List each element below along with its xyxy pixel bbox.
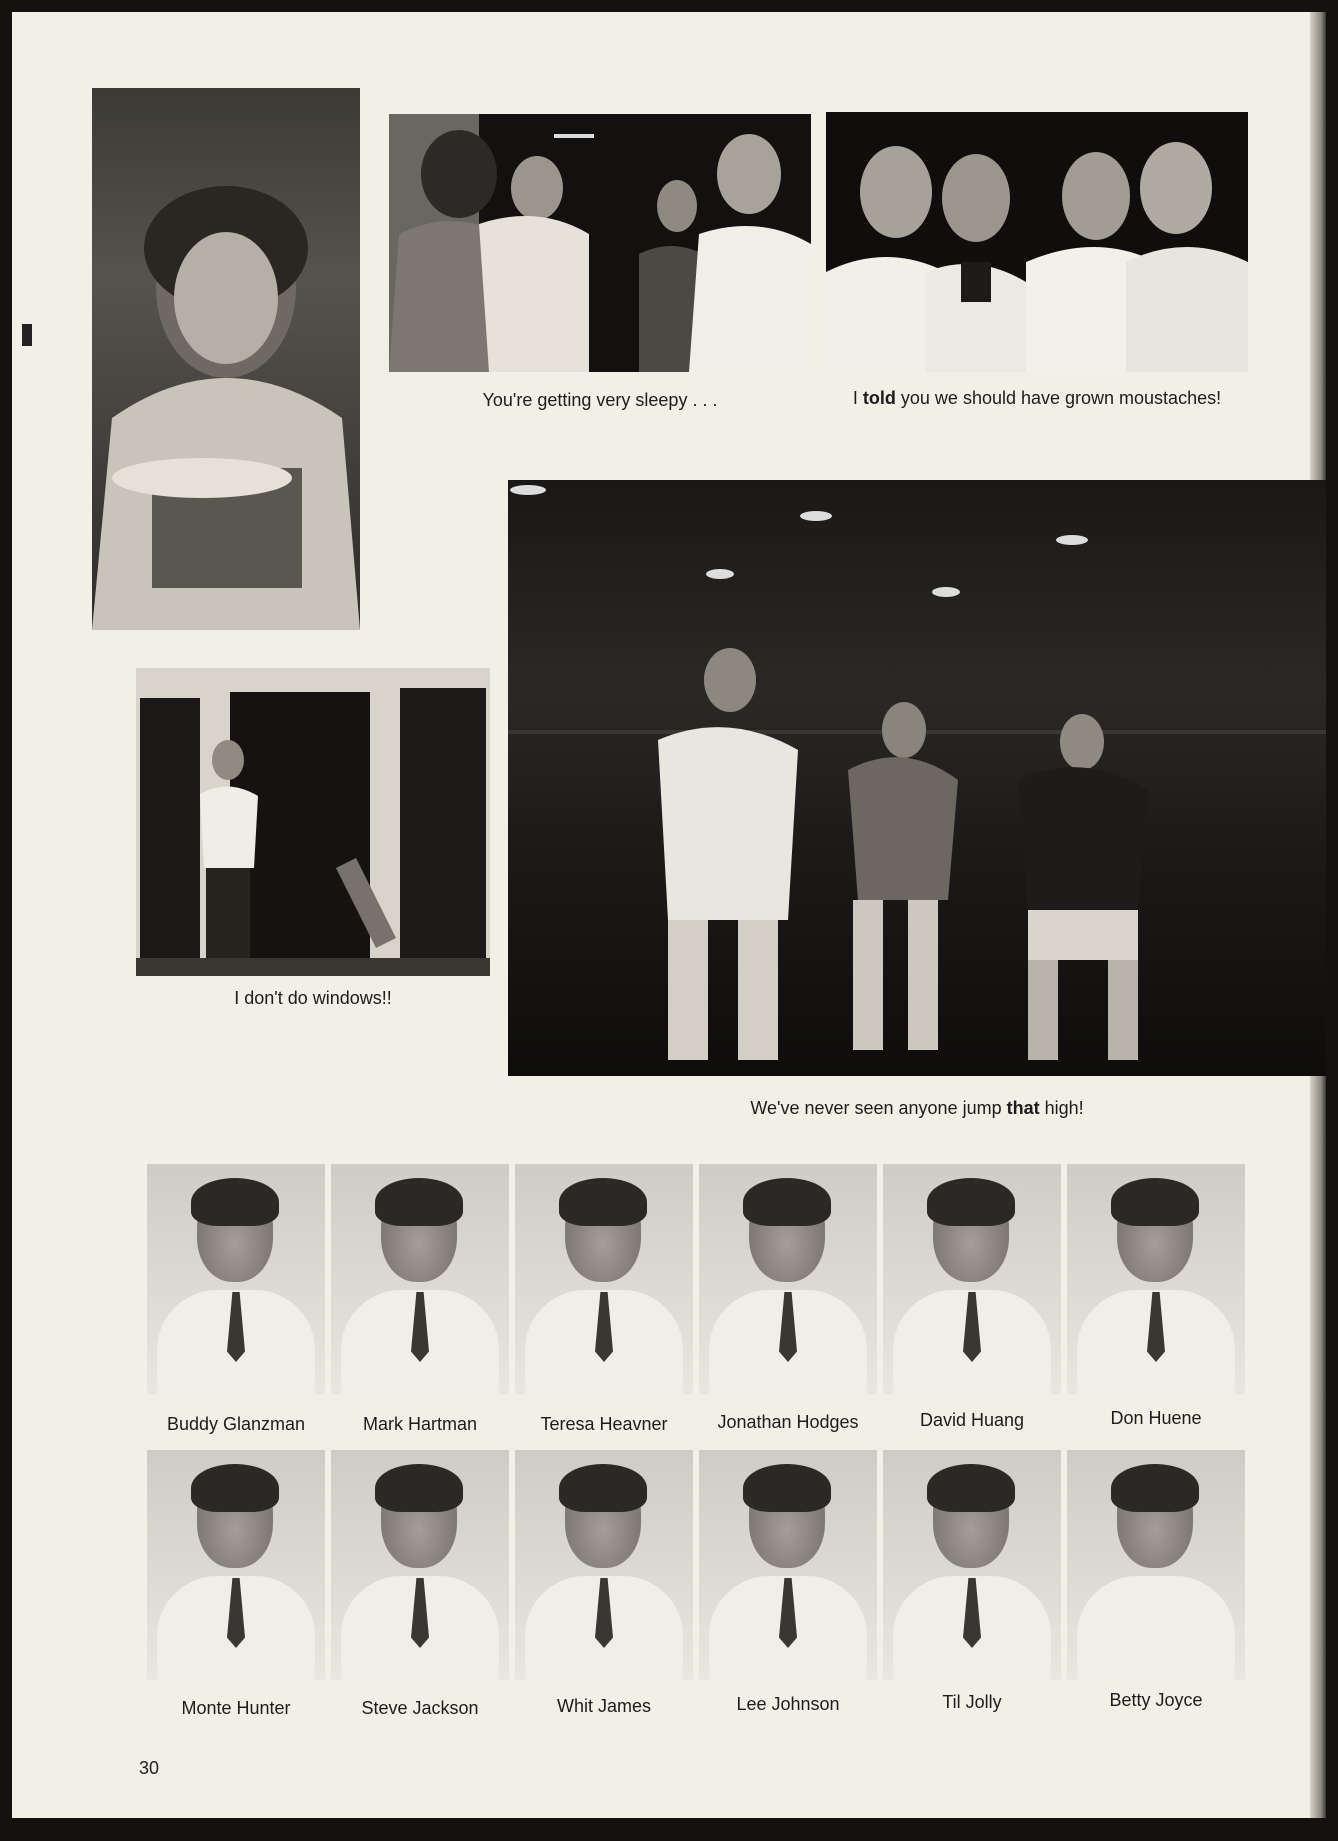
photo-hypnosis-group-art (389, 114, 811, 372)
caption-jump-post: high! (1039, 1098, 1084, 1118)
photo-windows (136, 668, 490, 976)
portrait-name: Betty Joyce (1109, 1690, 1203, 1710)
caption-jump-bold: that (1006, 1098, 1040, 1118)
photo-woman-outdoors (92, 88, 360, 630)
caption-moustaches (826, 388, 1248, 409)
caption-moustaches-bold: told (862, 388, 896, 408)
photo-basketball-gym-art (508, 480, 1326, 1076)
portrait (147, 1164, 325, 1394)
portrait-name: Teresa Heavner (540, 1414, 668, 1434)
portrait (883, 1450, 1061, 1680)
photo-woman-outdoors-art (92, 88, 360, 630)
photo-hypnosis-group (389, 114, 811, 372)
caption-moustaches-pre: I (852, 388, 863, 408)
portrait (699, 1450, 877, 1680)
caption-jump-pre: We've never seen anyone jump (750, 1098, 1007, 1118)
portrait-name: Steve Jackson (361, 1698, 479, 1718)
portrait-name: Lee Johnson (736, 1694, 840, 1714)
photo-basketball-gym (508, 480, 1326, 1076)
portrait-name: David Huang (919, 1410, 1025, 1430)
portrait (147, 1450, 325, 1680)
portrait (699, 1164, 877, 1394)
caption-moustaches-post: you we should have grown moustaches! (895, 388, 1222, 408)
portrait (515, 1164, 693, 1394)
portrait-name: Don Huene (1110, 1408, 1202, 1428)
yearbook-page (12, 12, 1326, 1818)
portrait-name: Monte Hunter (181, 1698, 291, 1718)
portrait-name: Til Jolly (942, 1692, 1002, 1712)
photo-windows-art (136, 668, 490, 976)
portrait-name: Jonathan Hodges (717, 1412, 859, 1432)
portrait (883, 1164, 1061, 1394)
portrait-name: Buddy Glanzman (166, 1414, 306, 1434)
page-number: 30 (139, 1758, 160, 1778)
portrait (515, 1450, 693, 1680)
portrait-name: Mark Hartman (362, 1414, 478, 1434)
portrait (331, 1450, 509, 1680)
photo-moustache-group-art (826, 112, 1248, 372)
edge-mark (22, 324, 32, 346)
portrait (1067, 1450, 1245, 1680)
caption-jump (508, 1098, 1326, 1119)
portrait-name: Whit James (556, 1696, 652, 1716)
portrait (331, 1164, 509, 1394)
portrait (1067, 1164, 1245, 1394)
caption-windows: I don't do windows!! (234, 988, 392, 1008)
photo-moustache-group (826, 112, 1248, 372)
caption-sleepy: You're getting very sleepy . . . (482, 390, 718, 410)
